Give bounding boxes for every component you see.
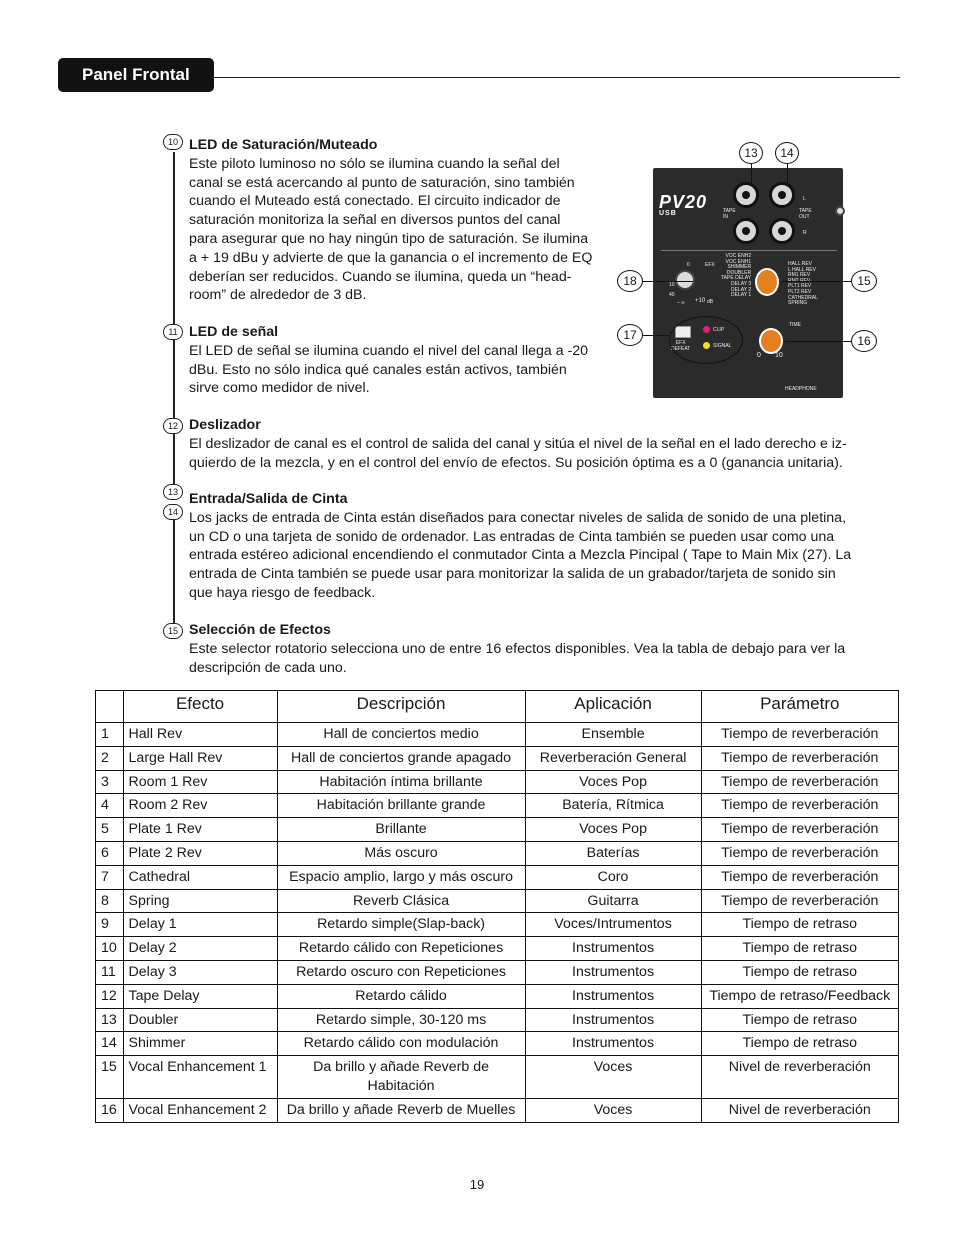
cell-effect: Doubler <box>123 1008 277 1032</box>
cell-effect: Plate 2 Rev <box>123 841 277 865</box>
cell-parameter: Tiempo de reverberación <box>701 818 898 842</box>
usb-label: USB <box>659 210 677 217</box>
cell-effect: Vocal Enhancement 2 <box>123 1098 277 1122</box>
item-number: 15 <box>163 623 183 639</box>
leader-line <box>781 281 851 282</box>
table-row <box>96 889 899 913</box>
cell-effect: Room 2 Rev <box>123 794 277 818</box>
cell-application: Voces/Intrumentos <box>525 913 701 937</box>
cell-effect: Plate 1 Rev <box>123 818 277 842</box>
cell-application: Baterías <box>525 841 701 865</box>
cell-application: Voces Pop <box>525 770 701 794</box>
timeline-line <box>173 434 175 484</box>
brand-logo: PV20 <box>659 192 708 212</box>
cell-number: 8 <box>96 889 124 913</box>
callout-16: 16 <box>851 330 877 352</box>
text-line: El LED de señal se ilumina cuando el nivel del canal llega a -20 <box>189 342 589 359</box>
cell-effect: Room 1 Rev <box>123 770 277 794</box>
section-header <box>58 58 214 92</box>
item-number: 12 <box>163 418 183 434</box>
table-row <box>96 913 899 937</box>
cell-number: 3 <box>96 770 124 794</box>
cell-effect: Delay 3 <box>123 960 277 984</box>
tape-in-l-jack-icon <box>733 182 759 208</box>
tape-out-r-jack-icon <box>769 218 795 244</box>
callout-15: 15 <box>851 270 877 292</box>
col-header-application: Aplicación <box>525 691 701 723</box>
cell-description: Espacio amplio, largo y más oscuro <box>277 865 525 889</box>
cell-number: 11 <box>96 960 124 984</box>
cell-parameter: Tiempo de reverberación <box>701 723 898 747</box>
cell-application: Voces <box>525 1056 701 1099</box>
cell-effect: Spring <box>123 889 277 913</box>
header-title: Panel Frontal <box>82 65 190 84</box>
cell-parameter: Tiempo de reverberación <box>701 865 898 889</box>
text-line: deberían ser reducidos. Cuando se ilumina, queda un “head- <box>189 268 572 285</box>
cell-application: Batería, Rítmica <box>525 794 701 818</box>
effect-list-right: HALL REV L HALL REV RM1 REV PLT1 REV PLT2 REV CATHEDRAL SPRING <box>788 261 818 307</box>
section-heading: LED de señal <box>189 324 279 340</box>
cell-number: 15 <box>96 1056 124 1099</box>
cell-parameter: Tiempo de retraso <box>701 1032 898 1056</box>
cell-effect: Tape Delay <box>123 984 277 1008</box>
text-line: descripción de cada uno. <box>189 659 347 676</box>
cell-effect: Large Hall Rev <box>123 746 277 770</box>
cell-effect: Shimmer <box>123 1032 277 1056</box>
headphone-label: HEADPHONE <box>785 386 817 392</box>
cell-parameter: Nivel de reverberación <box>701 1098 898 1122</box>
item-number: 10 <box>163 134 183 150</box>
cell-parameter: Tiempo de reverberación <box>701 794 898 818</box>
cell-parameter: Tiempo de reverberación <box>701 889 898 913</box>
callout-17: 17 <box>617 324 643 346</box>
leader-line <box>751 164 752 186</box>
text-line: dBu. Esto no sólo indica qué canales están activos, también <box>189 361 567 378</box>
cell-description: Hall de conciertos grande apagado <box>277 746 525 770</box>
cell-number: 4 <box>96 794 124 818</box>
timeline-line <box>173 520 175 624</box>
text-line: cuando el Muteado está conectado. El circuito indicador de <box>189 193 561 210</box>
mount-screw-icon <box>835 206 845 216</box>
cell-number: 14 <box>96 1032 124 1056</box>
cell-description: Retardo simple(Slap-back) <box>277 913 525 937</box>
table-row <box>96 841 899 865</box>
cell-description: Reverb Clásica <box>277 889 525 913</box>
highlight-oval <box>669 316 743 364</box>
leader-line <box>643 281 693 282</box>
cell-application: Guitarra <box>525 889 701 913</box>
cell-description: Retardo cálido con Repeticiones <box>277 937 525 961</box>
cell-application: Instrumentos <box>525 984 701 1008</box>
cell-parameter: Tiempo de retraso/Feedback <box>701 984 898 1008</box>
tape-out-label: TAPE OUT <box>799 208 812 220</box>
text-line: que haya riesgo de feedback. <box>189 584 376 601</box>
cell-number: 5 <box>96 818 124 842</box>
table-row <box>96 723 899 747</box>
cell-parameter: Tiempo de reverberación <box>701 841 898 865</box>
tape-out-l-jack-icon <box>769 182 795 208</box>
cell-description: Más oscuro <box>277 841 525 865</box>
cell-number: 1 <box>96 723 124 747</box>
scale-10: 10 <box>669 282 675 288</box>
right-label: R <box>803 230 807 236</box>
cell-effect: Delay 1 <box>123 913 277 937</box>
cell-application: Voces <box>525 1098 701 1122</box>
text-line: canal se está acercando al punto de saturación, sino también <box>189 174 575 191</box>
leader-line <box>785 341 851 342</box>
text-line: saturación monitoriza la señal en diversos puntos del canal <box>189 212 561 229</box>
cell-application: Instrumentos <box>525 937 701 961</box>
leader-line <box>643 335 669 336</box>
callout-18: 18 <box>617 270 643 292</box>
cell-number: 13 <box>96 1008 124 1032</box>
time-10: 10 <box>775 352 783 359</box>
cell-parameter: Tiempo de retraso <box>701 1008 898 1032</box>
page-number: 19 <box>469 1177 485 1192</box>
text-line: Los jacks de entrada de Cinta están diseñados para conectar niveles de salida de sonido de una pletina, <box>189 509 847 526</box>
cell-number: 10 <box>96 937 124 961</box>
cell-number: 16 <box>96 1098 124 1122</box>
table-header-row <box>96 691 899 723</box>
cell-effect: Cathedral <box>123 865 277 889</box>
cell-parameter: Tiempo de retraso <box>701 913 898 937</box>
time-knob-icon <box>759 328 783 354</box>
cell-parameter: Tiempo de reverberación <box>701 746 898 770</box>
cell-description: Retardo simple, 30-120 ms <box>277 1008 525 1032</box>
col-header-number <box>96 691 124 723</box>
cell-application: Voces Pop <box>525 818 701 842</box>
cell-application: Reverberación General <box>525 746 701 770</box>
efx-label: EFX <box>705 262 715 268</box>
time-0: 0 <box>757 352 761 359</box>
cell-parameter: Tiempo de retraso <box>701 960 898 984</box>
db-label: dB <box>707 299 714 305</box>
scale-plus10: +10 <box>695 298 706 304</box>
cell-application: Ensemble <box>525 723 701 747</box>
cell-number: 12 <box>96 984 124 1008</box>
cell-description: Retardo cálido con modulación <box>277 1032 525 1056</box>
text-line: Este piloto luminoso no sólo se ilumina cuando la señal del <box>189 155 560 172</box>
table-row <box>96 794 899 818</box>
col-header-description: Descripción <box>277 691 525 723</box>
item-number: 13 <box>163 484 183 500</box>
table-row <box>96 865 899 889</box>
cell-effect: Hall Rev <box>123 723 277 747</box>
cell-description: Retardo cálido <box>277 984 525 1008</box>
cell-application: Instrumentos <box>525 960 701 984</box>
section-effects-select <box>189 621 845 677</box>
efx-defeat-label: EFX DEFEAT <box>671 340 691 352</box>
section-heading: Entrada/Salida de Cinta <box>189 491 348 507</box>
timeline-line <box>173 152 175 324</box>
col-header-parameter: Parámetro <box>701 691 898 723</box>
text-line: para asegurar que no hay ningún tipo de saturación. Se ilumina <box>189 230 589 247</box>
text-line: Este selector rotatorio selecciona uno de entre 16 efectos disponibles. Vea la tabla de debajo para ver la <box>189 640 846 657</box>
text-line: a + 19 dBu y advierte de que la ganancia o el incremento de EQ <box>189 249 593 266</box>
table-row <box>96 746 899 770</box>
cell-description: Hall de conciertos medio <box>277 723 525 747</box>
text-line: room” de alrededor de 3 dB. <box>189 287 367 304</box>
scale-minus-inf: – ∞ <box>677 300 685 306</box>
table-row <box>96 818 899 842</box>
text-line: entrada de Cinta también se puede usar para monitorizar la salida de un grabador/tarjeta de sonido sin <box>189 566 836 583</box>
table-row <box>96 960 899 984</box>
clip-label: CLIP <box>713 327 725 333</box>
table-row <box>96 937 899 961</box>
timeline-line <box>173 340 175 418</box>
text-line: entrada estéreo adicional encendiendo el conmutador Cinta a Mezcla Pincipal ( Tape to Main Mix (27). La <box>189 547 852 564</box>
section-heading: Selección de Efectos <box>189 622 331 638</box>
panel-divider <box>661 250 837 251</box>
callout-14: 14 <box>775 142 799 164</box>
cell-effect: Vocal Enhancement 1 <box>123 1056 277 1099</box>
cell-number: 9 <box>96 913 124 937</box>
scale-0: 0 <box>687 262 690 268</box>
cell-application: Instrumentos <box>525 1008 701 1032</box>
efx-level-knob-icon <box>675 270 695 290</box>
text-line: quierdo de la mezcla, y en el control del envío de efectos. Su posición óptima es a 0 (ganancia unitaria). <box>189 454 843 471</box>
cell-parameter: Tiempo de reverberación <box>701 770 898 794</box>
cell-application: Coro <box>525 865 701 889</box>
cell-number: 2 <box>96 746 124 770</box>
cell-application: Instrumentos <box>525 1032 701 1056</box>
cell-effect: Delay 2 <box>123 937 277 961</box>
section-tape-io <box>189 490 851 603</box>
cell-parameter: Nivel de reverberación <box>701 1056 898 1099</box>
cell-number: 7 <box>96 865 124 889</box>
item-number: 11 <box>163 324 183 340</box>
leader-line <box>787 164 788 186</box>
text-line: El deslizador de canal es el control de salida del canal y sitúa el nivel de la señal en el lado derecho e iz- <box>189 435 847 452</box>
left-label: L <box>803 196 806 202</box>
table-row <box>96 1032 899 1056</box>
section-clip-led <box>189 136 592 305</box>
table-row <box>96 1098 899 1122</box>
panel-figure <box>615 138 885 400</box>
effect-select-knob-icon <box>755 268 779 296</box>
text-line: sirve como medidor de nivel. <box>189 380 370 397</box>
cell-description: Habitación brillante grande <box>277 794 525 818</box>
table-row <box>96 1056 899 1099</box>
section-signal-led <box>189 323 588 398</box>
signal-label: SIGNAL <box>713 343 732 349</box>
effects-table <box>95 690 899 1123</box>
callout-13: 13 <box>739 142 763 164</box>
section-heading: Deslizador <box>189 417 261 433</box>
section-fader <box>189 416 847 472</box>
cell-description: Da brillo y añade Reverb de Muelles <box>277 1098 525 1122</box>
table-row <box>96 1008 899 1032</box>
col-header-effect: Efecto <box>123 691 277 723</box>
effect-list-left: VOC ENH2 VOC ENH1 SHIMMER DOUBLER TAPE DELAY DELAY 3 DELAY 2 DELAY 1 <box>721 253 752 299</box>
item-number: 14 <box>163 504 183 520</box>
time-label: TIME <box>789 322 801 328</box>
cell-description: Da brillo y añade Reverb de Habitación <box>277 1056 525 1099</box>
cell-description: Retardo oscuro con Repeticiones <box>277 960 525 984</box>
cell-parameter: Tiempo de retraso <box>701 937 898 961</box>
effects-table-body <box>96 723 899 1123</box>
table-row <box>96 984 899 1008</box>
header-rule <box>214 77 900 78</box>
tape-in-r-jack-icon <box>733 218 759 244</box>
cell-number: 6 <box>96 841 124 865</box>
scale-40: 40 <box>669 292 675 298</box>
table-row <box>96 770 899 794</box>
cell-description: Habitación íntima brillante <box>277 770 525 794</box>
tape-in-label: TAPE IN <box>723 208 736 220</box>
text-line: un CD o una tarjeta de sonido de ordenador. Las entradas de Cinta también se pueden usar como una <box>189 528 835 545</box>
mixer-panel <box>653 168 843 398</box>
section-heading: LED de Saturación/Muteado <box>189 137 378 153</box>
cell-description: Brillante <box>277 818 525 842</box>
